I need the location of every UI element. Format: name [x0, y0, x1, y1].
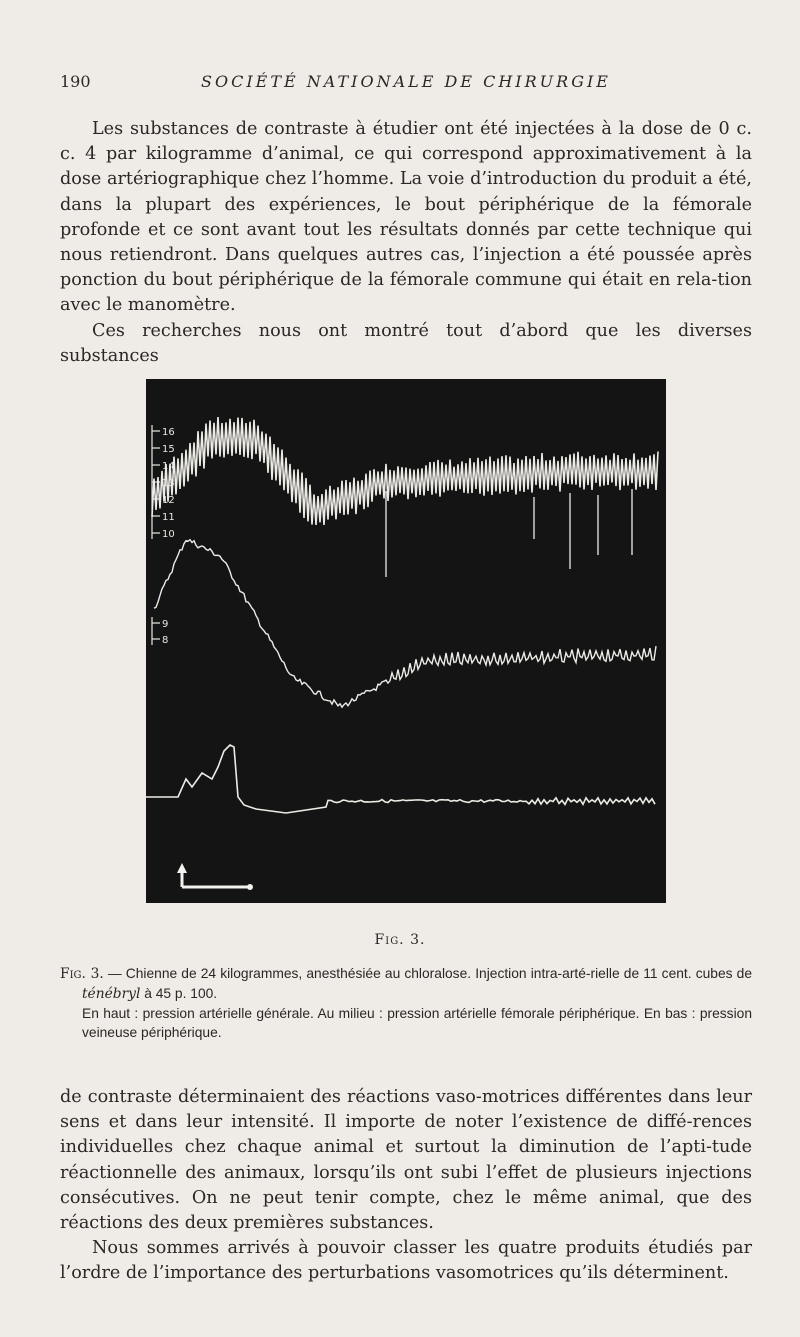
- caption-text-b: à 45 p. 100.: [140, 986, 218, 1001]
- caption-text-a: — Chienne de 24 kilogrammes, anesthésiée au chloralose. Injection intra-arté-rielle de 11 cent. cubes de: [103, 966, 752, 981]
- scale-label: 13: [162, 478, 175, 489]
- body-text-top: [60, 117, 752, 369]
- scale-label: 16: [162, 427, 175, 438]
- figure-tracing: [146, 379, 666, 903]
- scale-label: 15: [162, 444, 175, 455]
- scale-label: 14: [162, 461, 175, 472]
- scale-label: 10: [162, 529, 175, 540]
- page-number: 190: [60, 72, 91, 91]
- trace-arterial-general: [152, 417, 658, 525]
- scale-label: 12: [162, 495, 175, 506]
- figure-caption: [60, 964, 752, 1042]
- caption-italic: ténébryl: [82, 986, 141, 1002]
- scale-label: 8: [162, 635, 169, 646]
- running-title: SOCIÉTÉ NATIONALE DE CHIRURGIE: [201, 72, 611, 91]
- caption-line-2: En haut : pression artérielle générale. Au milieu : pression artérielle fémorale périphérique. En bas : pression veineuse périphérique.: [82, 1006, 752, 1040]
- body-text-bottom: [60, 1085, 752, 1287]
- trace-venous: [146, 745, 655, 813]
- scale-label: 9: [162, 619, 169, 630]
- figure-label: Fig. 3.: [374, 932, 426, 948]
- paragraph: Nous sommes arrivés à pouvoir classer les quatre produits étudiés par l’ordre de l’importance des perturbations vasomotrices qu’ils déterminent.: [60, 1238, 752, 1284]
- paragraph: de contraste déterminaient des réactions vaso-motrices différentes dans leur sens et dans leur intensité. Il importe de noter l’existence de diffé-rences individuelles chez chaque animal et surtout la diminution de l’apti-tude réactionnelle des animaux, lorsqu’ils ont subi l’effet de plusieurs injections consécutives. On ne peut tenir compte, chez le même animal, que des réactions des deux premières substances.: [60, 1087, 752, 1234]
- paragraph: Ces recherches nous ont montré tout d’abord que les diverses substances: [60, 320, 752, 366]
- pressure-tracing-image: [146, 379, 666, 903]
- trace-spikes: [386, 489, 632, 577]
- page-header: [60, 72, 752, 94]
- caption-line-1: [60, 964, 752, 1004]
- arrow-marker-icon: [177, 863, 253, 890]
- scale-mid: [152, 617, 168, 646]
- caption-prefix: Fig. 3.: [60, 966, 104, 982]
- scale-label: 11: [162, 512, 175, 523]
- paragraph: Les substances de contraste à étudier ont été injectées à la dose de 0 c. c. 4 par kilogramme d’animal, ce qui correspond approximativement à la dose artériographique chez l’homme. La voie d’introduction du produit a été, dans la plupart des expériences, le bout périphérique de la fémorale profonde et ce sont avant tout les résultats donnés par cette technique qui nous retiendront. Dans quelques autres cas, l’injection a été poussée après ponction du bout périphérique de la fémorale commune qui était en rela-tion avec le manomètre.: [60, 119, 752, 316]
- trace-arterial-femoral: [154, 540, 656, 708]
